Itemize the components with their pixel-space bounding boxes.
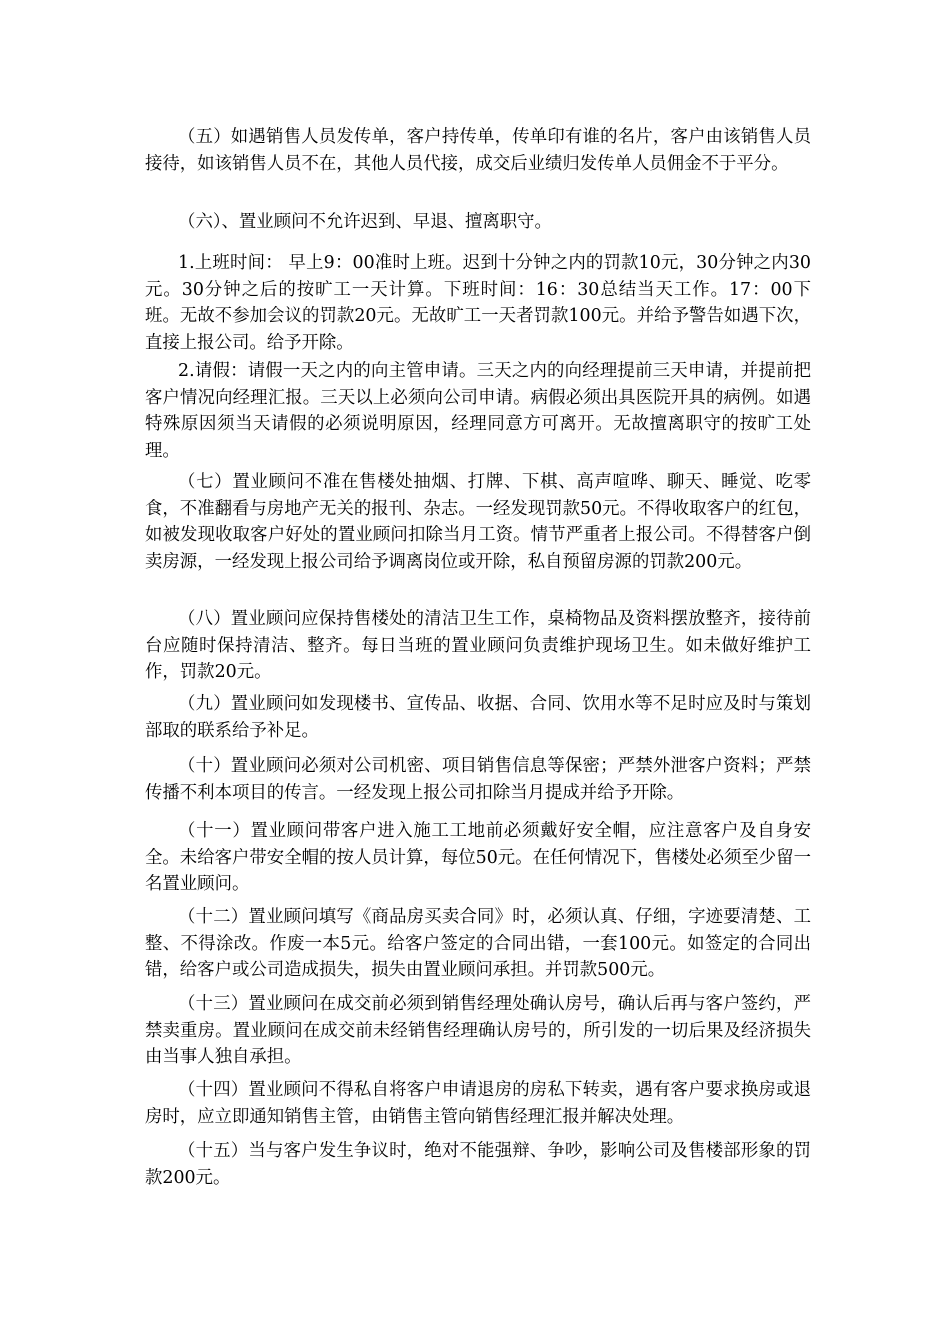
paragraph-15-disputes: （十五）当与客户发生争议时，绝对不能强辩、争吵，影响公司及售楼部形象的罚款200元。: [145, 1141, 811, 1188]
paragraph-9-supplies: （九）置业顾问如发现楼书、宣传品、收据、合同、饮用水等不足时应及时与策划部取的联系给予补足。: [145, 694, 811, 741]
paragraph-7-conduct: （七）置业顾问不准在售楼处抽烟、打牌、下棋、高声喧哗、聊天、睡觉、吃零食，不准翻看与房地产无关的报刊、杂志。一经发现罚款50元。不得收取客户的红包，如被发现收取客户好处的置业顾问扣除当月工资。情节严重者上报公司。不得替客户倒卖房源，一经发现上报公司给予调离岗位或开除，私自预留房源的罚款200元。: [145, 472, 811, 572]
paragraph-12-contracts: （十二）置业顾问填写《商品房买卖合同》时，必须认真、仔细，字迹要清楚、工整、不得涂改。作废一本5元。给客户签定的合同出错，一套100元。如签定的合同出错，给客户或公司造成损失，损失由置业顾问承担。并罚款500元。: [145, 907, 811, 980]
paragraph-6-punctuality: （六）、置业顾问不允许迟到、早退、擅离职守。: [178, 212, 552, 232]
paragraph-8-cleanliness: （八）置业顾问应保持售楼处的清洁卫生工作，桌椅物品及资料摆放整齐，接待前台应随时保持清洁、整齐。每日当班的置业顾问负责维护现场卫生。如未做好维护工作，罚款20元。: [145, 609, 811, 682]
paragraph-5-flyers: （五）如遇销售人员发传单，客户持传单，传单印有谁的名片，客户由该销售人员接待，如该销售人员不在，其他人员代接，成交后业绩归发传单人员佣金不于平分。: [145, 127, 811, 174]
paragraph-11-safety: （十一）置业顾问带客户进入施工工地前必须戴好安全帽，应注意客户及自身安全。未给客户带安全帽的按人员计算，每位50元。在任何情况下，售楼处必须至少留一名置业顾问。: [145, 821, 811, 894]
paragraph-6-1-work-hours: 1.上班时间： 早上9：00准时上班。迟到十分钟之内的罚款10元，30分钟之内30元。30分钟之后的按旷工一天计算。下班时间：16：30总结当天工作。17：00下班。无故不参加会议的罚款20元。无故旷工一天者罚款100元。并给予警告如遇下次，直接上报公司。给予开除。: [145, 253, 811, 353]
paragraph-14-refunds: （十四）置业顾问不得私自将客户申请退房的房私下转卖，遇有客户要求换房或退房时，应立即通知销售主管，由销售主管向销售经理汇报并解决处理。: [145, 1080, 811, 1127]
paragraph-10-confidentiality: （十）置业顾问必须对公司机密、项目销售信息等保密；严禁外泄客户资料；严禁传播不利本项目的传言。一经发现上报公司扣除当月提成并给予开除。: [145, 756, 811, 803]
paragraph-13-room-numbers: （十三）置业顾问在成交前必须到销售经理处确认房号，确认后再与客户签约，严禁卖重房。置业顾问在成交前未经销售经理确认房号的，所引发的一切后果及经济损失由当事人独自承担。: [145, 994, 811, 1067]
paragraph-6-2-leave: 2.请假：请假一天之内的向主管申请。三天之内的向经理提前三天申请，并提前把客户情况向经理汇报。三天以上必须向公司申请。病假必须出具医院开具的病例。如遇特殊原因须当天请假的必须说明原因，经理同意方可离开。无故擅离职守的按旷工处理。: [145, 361, 811, 461]
